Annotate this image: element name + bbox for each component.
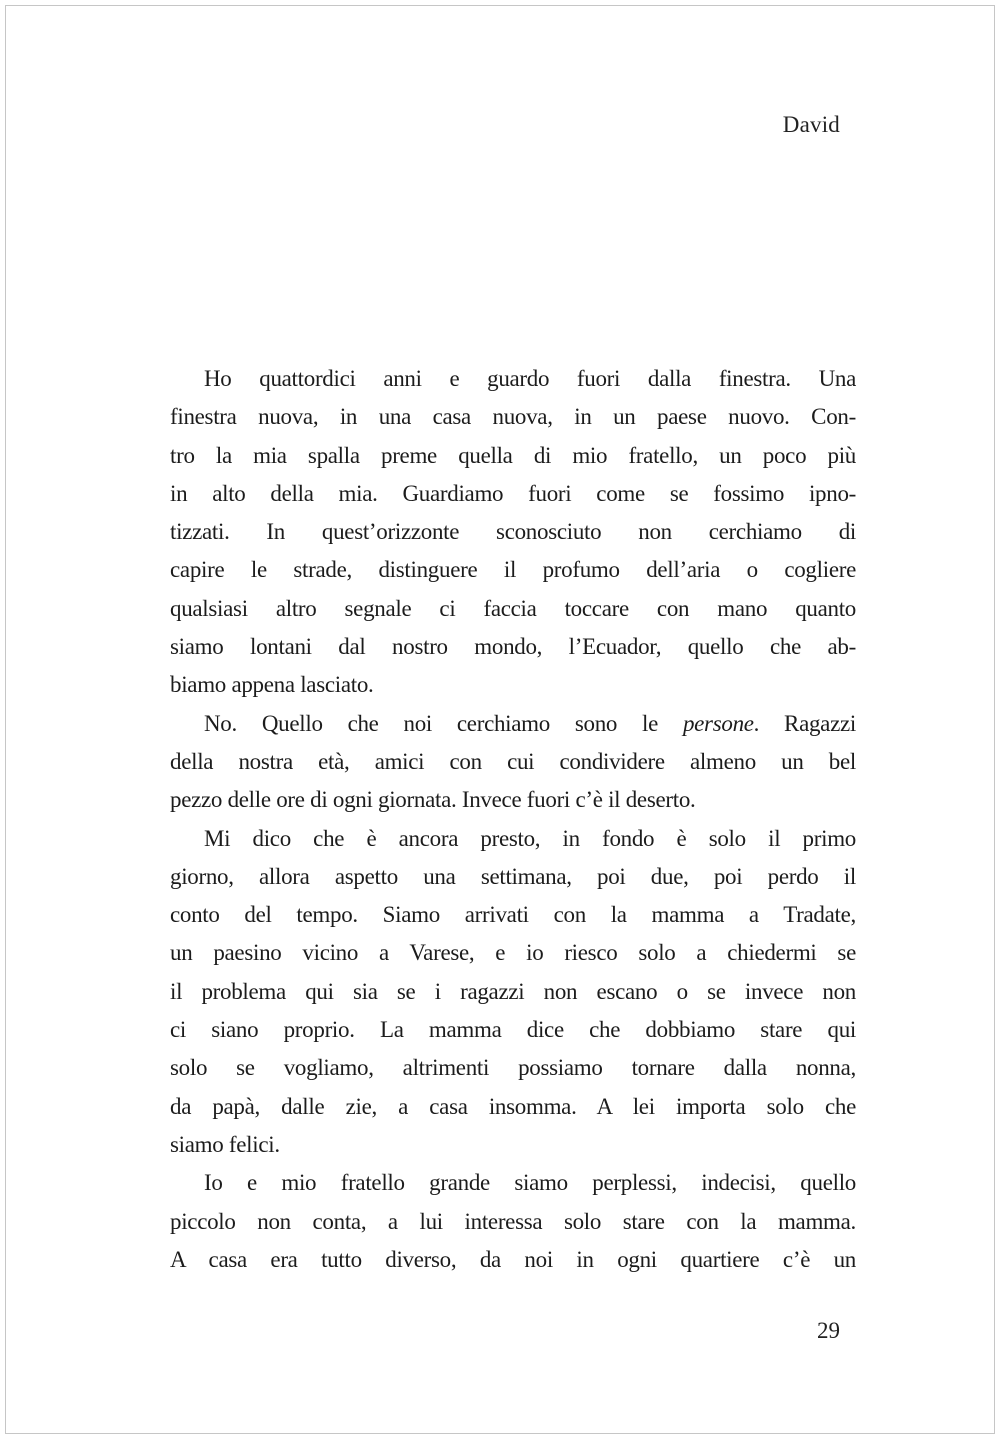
text-line: Ho quattordici anni e guardo fuori dalla finestra. Una — [204, 366, 856, 391]
paragraph — [170, 705, 856, 820]
text-line: conto del tempo. Siamo arrivati con la mamma a Tradate, — [170, 902, 856, 928]
running-header: David — [782, 112, 840, 137]
text-line: pezzo delle ore di ogni giornata. Invece fuori c’è il deserto. — [170, 787, 696, 813]
text-line: siamo lontani dal nostro mondo, l’Ecuador, quello che ab- — [170, 634, 856, 660]
text-block — [170, 360, 856, 1279]
text-line: A casa era tutto diverso, da noi in ogni quartiere c’è un — [170, 1246, 856, 1272]
text-line: solo se vogliamo, altrimenti possiamo tornare dalla nonna, — [170, 1055, 856, 1081]
text-line: qualsiasi altro segnale ci faccia toccare con mano quanto — [170, 595, 856, 621]
text-line: da papà, dalle zie, a casa insomma. A lei importa solo che — [170, 1093, 856, 1119]
text-line: Io e mio fratello grande siamo perplessi, indecisi, quello — [204, 1170, 856, 1196]
paragraph — [170, 360, 856, 705]
text-line: siamo felici. — [170, 1131, 280, 1157]
text-line: tro la mia spalla preme quella di mio fratello, un poco più — [170, 442, 856, 468]
text-line: un paesino vicino a Varese, e io riesco solo a chiedermi se — [170, 940, 856, 966]
text-line: il problema qui sia se i ragazzi non escano o se invece non — [170, 978, 856, 1004]
text-line: biamo appena lasciato. — [170, 672, 374, 698]
text-line: piccolo non conta, a lui interessa solo stare con la mamma. — [170, 1208, 856, 1234]
text-line: tizzati. In quest’orizzonte sconosciuto non cerchiamo di — [170, 519, 856, 545]
text-line: finestra nuova, in una casa nuova, in un paese nuovo. Con- — [170, 404, 856, 430]
text-line: capire le strade, distinguere il profumo dell’aria o cogliere — [170, 557, 856, 583]
text-line: ci siano proprio. La mamma dice che dobbiamo stare qui — [170, 1017, 856, 1043]
text-line: della nostra età, amici con cui condividere almeno un bel — [170, 748, 856, 774]
text-line: Mi dico che è ancora presto, in fondo è solo il primo — [204, 825, 856, 851]
paragraph — [170, 820, 856, 1165]
page-number: 29 — [817, 1318, 840, 1343]
paragraph — [170, 1164, 856, 1279]
text-line: No. Quello che noi cerchiamo sono le persone. Ragazzi — [204, 710, 856, 736]
italic-text: persone — [682, 710, 754, 736]
text-line: giorno, allora aspetto una settimana, poi due, poi perdo il — [170, 863, 856, 889]
text-line: in alto della mia. Guardiamo fuori come se fossimo ipno- — [170, 480, 856, 506]
